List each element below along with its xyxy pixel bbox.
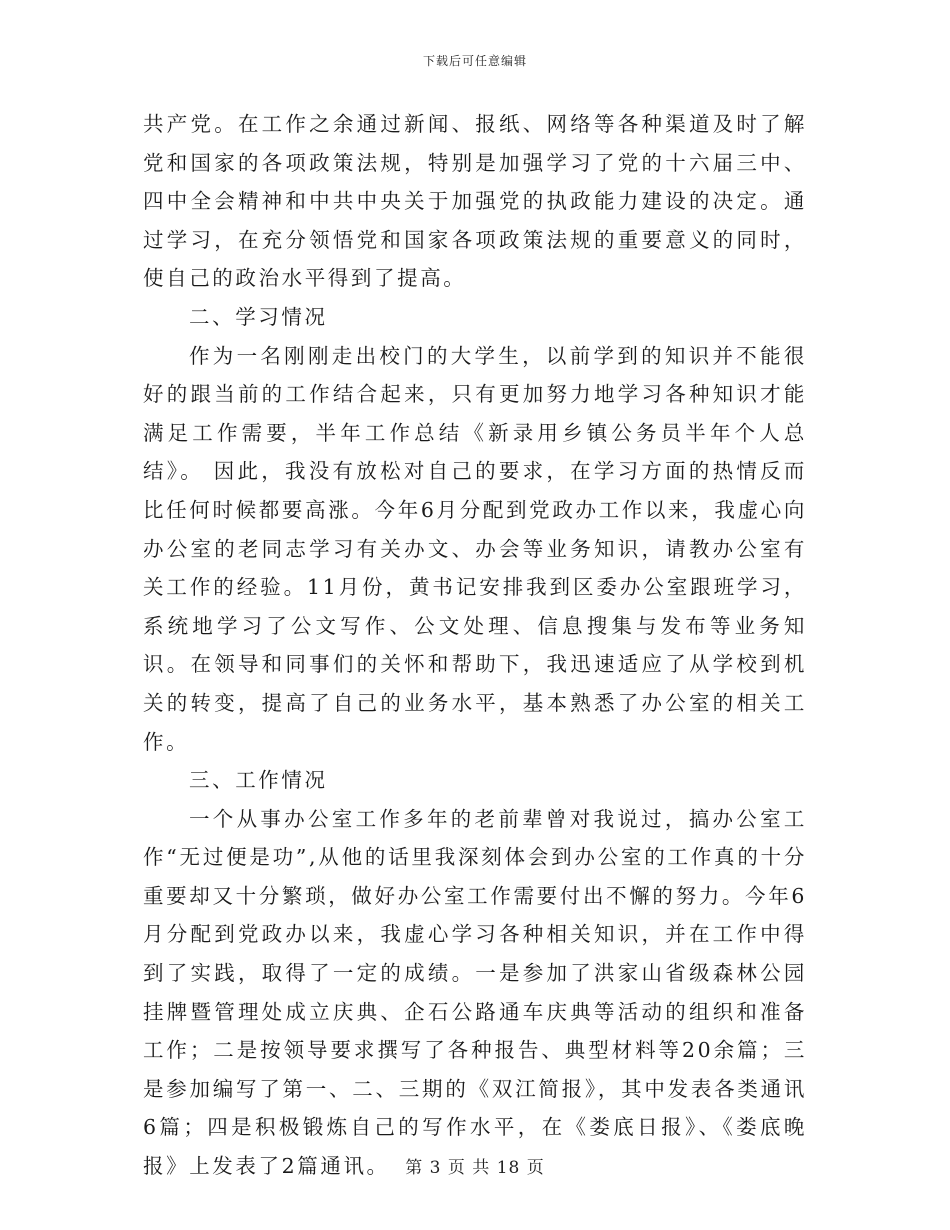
paragraph-study: 作为一名刚刚走出校门的大学生，以前学到的知识并不能很好的跟当前的工作结合起来，只有更加努力地学习各种知识才能满足工作需要，半年工作总结《新录用乡镇公务员半年个人总结》。 因此，我没有放松对自己的要求，在学习方面的热情反而比任何时候都要高涨。今年6月分配到党政办工作以来，我虚心向办公室的老同志学习有关办文、办会等业务知识，请教办公室有关工作的经验。11月份，黄书记安排我到区委办公室跟班学习，系统地学习了公文写作、公文处理、信息搜集与发布等业务知识。在领导和同事们的关怀和帮助下，我迅速适应了从学校到机关的转变，提高了自己的业务水平，基本熟悉了办公室的相关工作。 <box>143 343 807 754</box>
page-footer: 第 3 页 共 18 页 <box>405 1158 545 1178</box>
paragraph-work: 一个从事办公室工作多年的老前辈曾对我说过，搞办公室工作“无过便是功”,从他的话里我深刻体会到办公室的工作真的十分重要却又十分繁琐，做好办公室工作需要付出不懈的努力。今年6月分配到党政办以来，我虚心学习各种相关知识，并在工作中得到了实践，取得了一定的成绩。一是参加了洪家山省级森林公园挂牌暨管理处成立庆典、企石公路通车庆典等活动的组织和准备工作；二是按领导要求撰写了各种报告、典型材料等20余篇；三是参加编写了第一、二、三期的《双江简报》，其中发表各类通讯6篇；四是积极锻炼自己的写作水平，在《娄底日报》、《娄底晚报》上发表了2篇通讯。 <box>143 806 807 1179</box>
header-note: 下载后可任意编辑 <box>422 54 527 68</box>
section-heading-work: 三、工作情况 <box>189 768 328 793</box>
section-heading-study: 二、学习情况 <box>189 304 328 329</box>
paragraph-politics: 共产党。在工作之余通过新闻、报纸、网络等各种渠道及时了解党和国家的各项政策法规，特别是加强学习了党的十六届三中、四中全会精神和中共中央关于加强党的执政能力建设的决定。通过学习，在充分领悟党和国家各项政策法规的重要意义的同时，使自己的政治水平得到了提高。 <box>143 112 807 291</box>
document-body <box>143 105 807 1186</box>
